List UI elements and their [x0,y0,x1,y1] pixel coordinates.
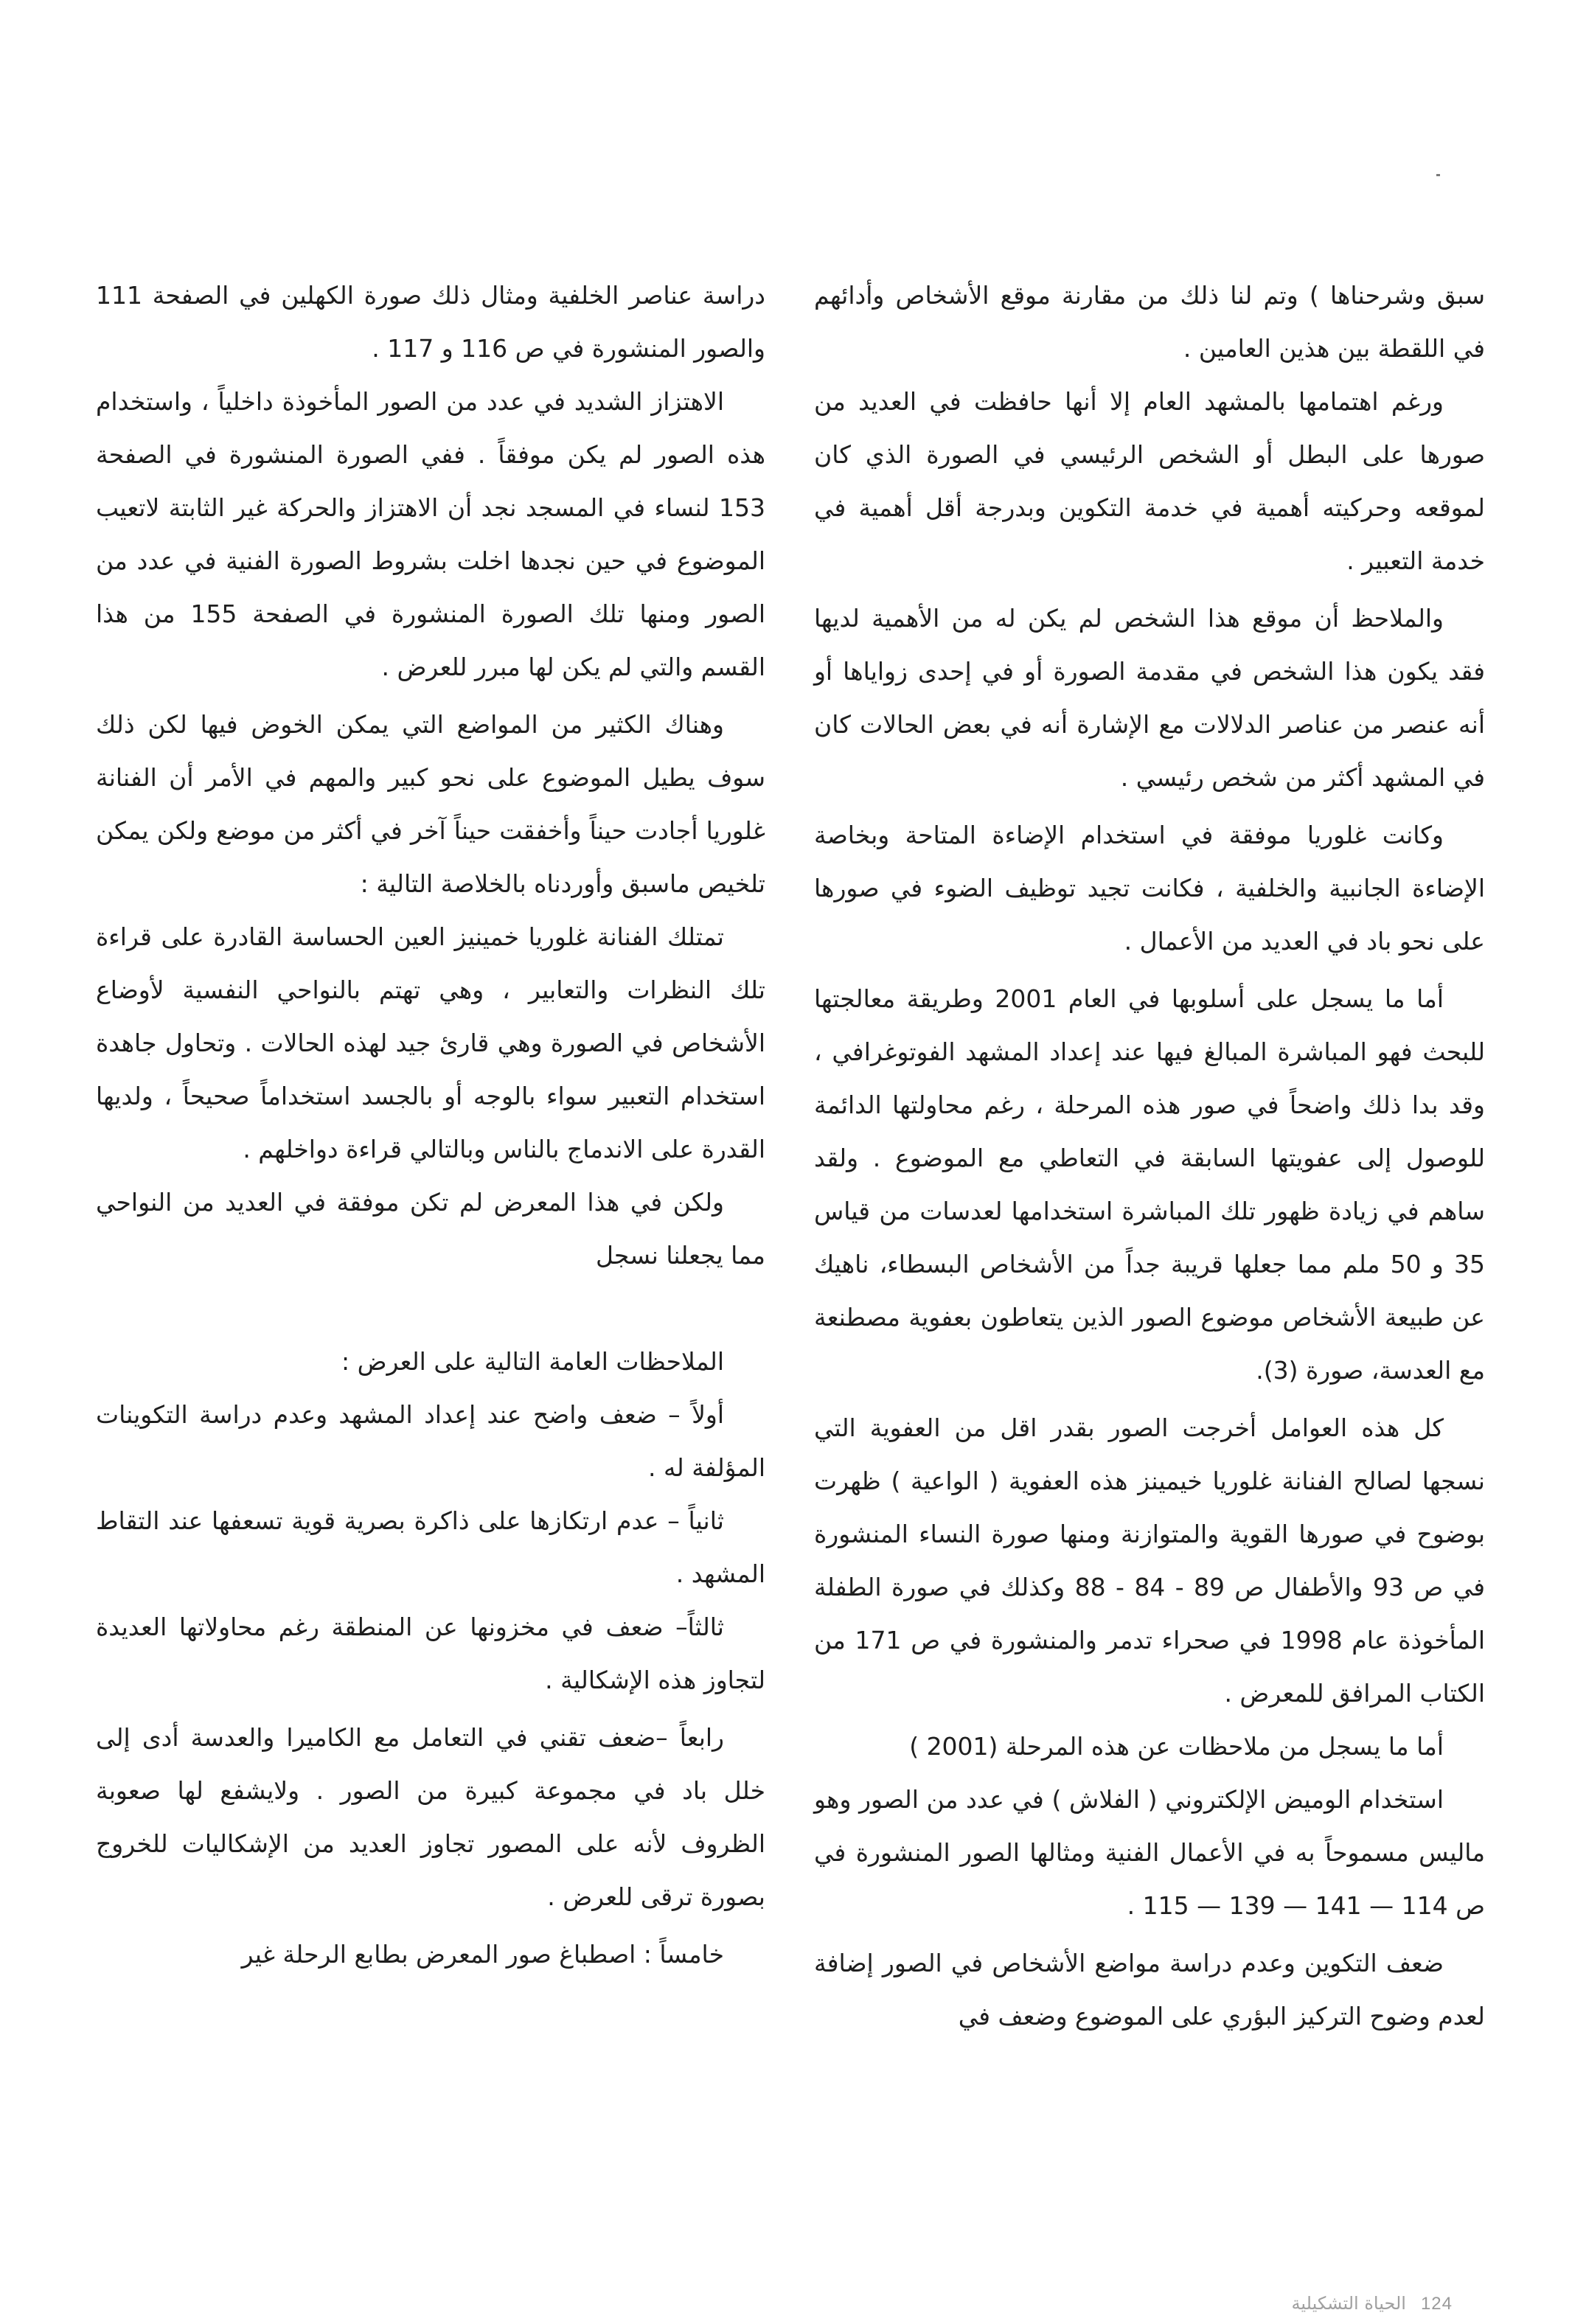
paragraph: دراسة عناصر الخلفية ومثال ذلك صورة الكهلين في الصفحة 111 والصور المنشورة في ص 116 و 117 . [96,281,765,363]
paragraph: خامساً : اصطباغ صور المعرض بطابع الرحلة غير [241,1940,724,1969]
paragraph: تمتلك الفنانة غلوريا خمينيز العين الحساسة القادرة على قراءة تلك النظرات والتعابير ، وهي تهتم بالنواحي النفسية لأوضاع الأشخاص في الصورة وهي قارئ جيد لهذه الحالات . وتحاول جاهدة استخدام التعبير سواء بالوجه أو بالجسد استخداماً صحيحاً ، ولديها القدرة على الاندماج بالناس وبالتالي قراءة دواخلهم . [96,922,765,1163]
left-text-column [96,269,765,1981]
paragraph: وهناك الكثير من المواضع التي يمكن الخوض فيها لكن ذلك سوف يطيل الموضوع على نحو كبير والمهم في الأمر أن الفنانة غلوريا أجادت حيناً وأخفقت حيناً آخر في أكثر من موضع ولكن يمكن تلخيص ماسبق وأوردناه بالخلاصة التالية : [96,710,765,898]
paragraph: الاهتزاز الشديد في عدد من الصور المأخوذة داخلياً ، واستخدام هذه الصور لم يكن موفقاً . ففي الصورة المنشورة في الصفحة 153 لنساء في المسجد نجد أن الاهتزاز والحركة غير الثابتة لاتعيب الموضوع في حين نجدها اخلت بشروط الصورة الفنية في عدد من الصور ومنها تلك الصورة المنشورة في الصفحة 155 من هذا القسم والتي لم يكن لها مبرر للعرض . [96,387,766,681]
paragraph: استخدام الوميض الإلكتروني ( الفلاش ) في عدد من الصور وهو ماليس مسموحاً به في الأعمال الفنية ومثالها الصور المنشورة في ص 114 — 141 — 139 — 115 . [814,1785,1485,1920]
paragraph: أما ما يسجل من ملاحظات عن هذه المرحلة (2001 ) [909,1732,1444,1761]
paragraph: كل هذه العوامل أخرجت الصور بقدر اقل من العفوية التي نسجها لصالح الفنانة غلوريا خيمينز هذه العفوية ( الواعية ) ظهرت بوضوح في صورها القوية والمتوازنة ومنها صورة النساء المنشورة في ص 93 والأطفال ص 89 - 84 - 88 وكذلك في صورة الطفلة المأخوذة عام 1998 في صحراء تدمر والمنشورة في ص 171 من الكتاب المرافق للمعرض . [814,1413,1486,1708]
paragraph: وكانت غلوريا موفقة في استخدام الإضاءة المتاحة وبخاصة الإضاءة الجانبية والخلفية ، فكانت تجيد توظيف الضوء في صورها على نحو باد في العديد من الأعمال . [814,821,1485,956]
paragraph: ضعف التكوين وعدم دراسة مواضع الأشخاص في الصور إضافة لعدم وضوح التركيز البؤري على الموضوع وضعف في [814,1949,1485,2031]
paragraph: سبق وشرحناها ) وتم لنا ذلك من مقارنة موقع الأشخاص وأدائهم في اللقطة بين هذين العامين . [814,281,1485,363]
paragraph: أما ما يسجل على أسلوبها في العام 2001 وطريقة معالجتها للبحث فهو المباشرة المبالغ فيها عند إعداد المشهد الفوتوغرافي ، وقد بدا ذلك واضحاً في صور هذه المرحلة ، رغم محاولتها الدائمة للوصول إلى عفويتها السابقة في التعاطي مع الموضوع . ولقد ساهم في زيادة ظهور تلك المباشرة استخدامها لعدسات من قياس 35 و 50 ملم مما جعلها قريبة جداً من الأشخاص البسطاء، ناهيك عن طبيعة الأشخاص موضوع الصور الذين يتعاطون بعفوية مصطنعة مع العدسة، صورة (3). [814,984,1485,1385]
paragraph: والملاحظ أن موقع هذا الشخص لم يكن له من الأهمية لديها فقد يكون هذا الشخص في مقدمة الصورة أو في إحدى زواياها أو أنه عنصر من عناصر الدلالات مع الإشارة أنه في بعض الحالات كان في المشهد أكثر من شخص رئيسي . [814,604,1485,792]
paragraph: ثالثاً– ضعف في مخزونها عن المنطقة رغم محاولاتها العديدة لتجاوز هذه الإشكالية . [96,1612,765,1694]
paragraph: أولاً – ضعف واضح عند إعداد المشهد وعدم دراسة التكوينات المؤلفة له . [96,1400,765,1482]
paragraph: رابعاً –ضعف تقني في التعامل مع الكاميرا والعدسة أدى إلى خلل باد في مجموعة كبيرة من الصور . ولايشفع لها صعوبة الظروف لأنه على المصور تجاوز العديد من الإشكاليات للخروج بصورة ترقى للعرض . [96,1723,765,1911]
page-footer [1209,2293,1453,2314]
paragraph: ورغم اهتمامها بالمشهد العام إلا أنها حافظت في العديد من صورها على البطل أو الشخص الرئيسي في الصورة الذي كان لموقعه وحركيته أهمية في خدمة التكوين وبدرجة أقل أهمية في خدمة التعبير . [814,387,1485,575]
page-number: 124 [1420,2294,1453,2314]
magazine-name: الحياة التشكيلية [1291,2293,1406,2314]
paragraph: الملاحظات العامة التالية على العرض : [341,1347,724,1376]
paragraph: ولكن في هذا المعرض لم تكن موفقة في العديد من النواحي مما يجعلنا نسجل [96,1188,765,1270]
paragraph: ثانياً – عدم ارتكازها على ذاكرة بصرية قوية تسعفها عند التقاط المشهد . [96,1506,765,1588]
print-mark [1436,174,1440,176]
right-text-column [814,269,1485,2043]
